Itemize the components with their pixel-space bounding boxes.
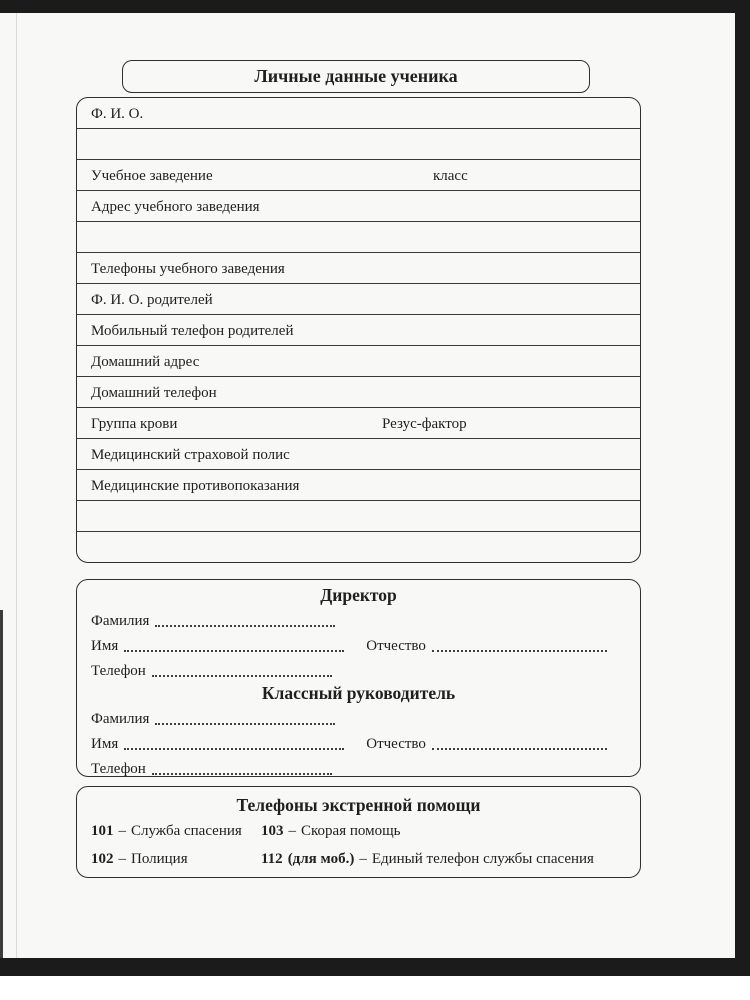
dotted-line bbox=[124, 748, 344, 750]
dash: – bbox=[359, 850, 367, 867]
form-row-empty bbox=[77, 501, 640, 532]
emergency-heading: Телефоны экстренной помощи bbox=[236, 795, 481, 815]
phone-label: Телефон bbox=[91, 663, 146, 679]
name-label: Имя bbox=[91, 638, 119, 654]
emergency-item-102 bbox=[91, 851, 261, 868]
dotted-line bbox=[155, 625, 335, 627]
name-label: Имя bbox=[91, 736, 119, 752]
teacher-phone-field bbox=[77, 755, 640, 777]
dotted-line bbox=[155, 723, 335, 725]
emergency-suffix: (для моб.) bbox=[287, 850, 355, 867]
dotted-line bbox=[432, 650, 607, 652]
form-row-school-phones bbox=[77, 253, 640, 284]
form-row-fio bbox=[77, 98, 640, 129]
dotted-line bbox=[152, 675, 332, 677]
dash: – bbox=[288, 822, 296, 839]
patronymic-label: Отчество bbox=[366, 736, 426, 752]
row-label: Группа крови bbox=[91, 416, 178, 432]
director-section bbox=[77, 584, 640, 682]
form-row-empty bbox=[77, 222, 640, 253]
row-label: Медицинские противопоказания bbox=[91, 478, 300, 494]
emergency-item-101 bbox=[91, 823, 261, 840]
form-row-blood-group bbox=[77, 408, 640, 439]
form-row-empty bbox=[77, 532, 640, 563]
surname-label: Фамилия bbox=[91, 711, 150, 727]
emergency-phones-box bbox=[76, 786, 641, 878]
photo-frame-right bbox=[735, 0, 750, 976]
emergency-number: 102 bbox=[91, 850, 114, 867]
emergency-item-112 bbox=[261, 851, 626, 868]
director-heading: Директор bbox=[320, 585, 397, 605]
emergency-row bbox=[77, 845, 640, 873]
row-label: Домашний телефон bbox=[91, 385, 217, 401]
row-label: Домашний адрес bbox=[91, 354, 200, 370]
form-row-contraindications bbox=[77, 470, 640, 501]
photo-frame-top bbox=[0, 0, 750, 13]
dotted-line bbox=[432, 748, 607, 750]
dash: – bbox=[118, 850, 126, 867]
form-row-home-phone bbox=[77, 377, 640, 408]
form-row-school bbox=[77, 160, 640, 191]
director-name-field bbox=[77, 632, 640, 657]
row-label: Учебное заведение bbox=[91, 168, 213, 184]
form-row-home-address bbox=[77, 346, 640, 377]
photo-frame-left-edge bbox=[0, 610, 3, 976]
photo-frame-bottom bbox=[0, 958, 750, 976]
emergency-number: 101 bbox=[91, 822, 114, 839]
phone-label: Телефон bbox=[91, 761, 146, 777]
row-label: Ф. И. О. родителей bbox=[91, 292, 213, 308]
emergency-number: 112 bbox=[261, 850, 283, 867]
form-row-parents-mobile bbox=[77, 315, 640, 346]
emergency-label: Скорая помощь bbox=[301, 822, 401, 839]
dotted-line bbox=[152, 773, 332, 775]
teacher-surname-field bbox=[77, 705, 640, 730]
dotted-line bbox=[124, 650, 344, 652]
emergency-label: Полиция bbox=[131, 850, 188, 867]
row-label: Медицинский страховой полис bbox=[91, 447, 290, 463]
row-label: Адрес учебного заведения bbox=[91, 199, 260, 215]
surname-label: Фамилия bbox=[91, 613, 150, 629]
director-phone-field bbox=[77, 657, 640, 682]
emergency-row bbox=[77, 817, 640, 845]
emergency-label: Единый телефон службы спасения bbox=[371, 850, 594, 867]
form-row-school-address bbox=[77, 191, 640, 222]
row-secondary-label-class: класс bbox=[433, 168, 468, 184]
page-title-box bbox=[122, 60, 590, 93]
emergency-item-103 bbox=[261, 823, 626, 840]
teacher-name-field bbox=[77, 730, 640, 755]
patronymic-label: Отчество bbox=[366, 638, 426, 654]
class-teacher-section bbox=[77, 682, 640, 777]
row-label: Ф. И. О. bbox=[91, 106, 144, 122]
emergency-label: Служба спасения bbox=[131, 822, 242, 839]
staff-contacts-box bbox=[76, 579, 641, 777]
row-secondary-label-rhesus: Резус-фактор bbox=[382, 416, 467, 432]
form-row-empty bbox=[77, 129, 640, 160]
row-label: Телефоны учебного заведения bbox=[91, 261, 285, 277]
form-row-insurance bbox=[77, 439, 640, 470]
emergency-number: 103 bbox=[261, 822, 284, 839]
row-label: Мобильный телефон родителей bbox=[91, 323, 294, 339]
form-row-parents-fio bbox=[77, 284, 640, 315]
page-title: Личные данные ученика bbox=[254, 66, 458, 86]
student-data-form bbox=[76, 97, 641, 563]
director-surname-field bbox=[77, 607, 640, 632]
page-spine-line bbox=[16, 13, 17, 958]
dash: – bbox=[118, 822, 126, 839]
class-teacher-heading: Классный руководитель bbox=[261, 683, 456, 703]
